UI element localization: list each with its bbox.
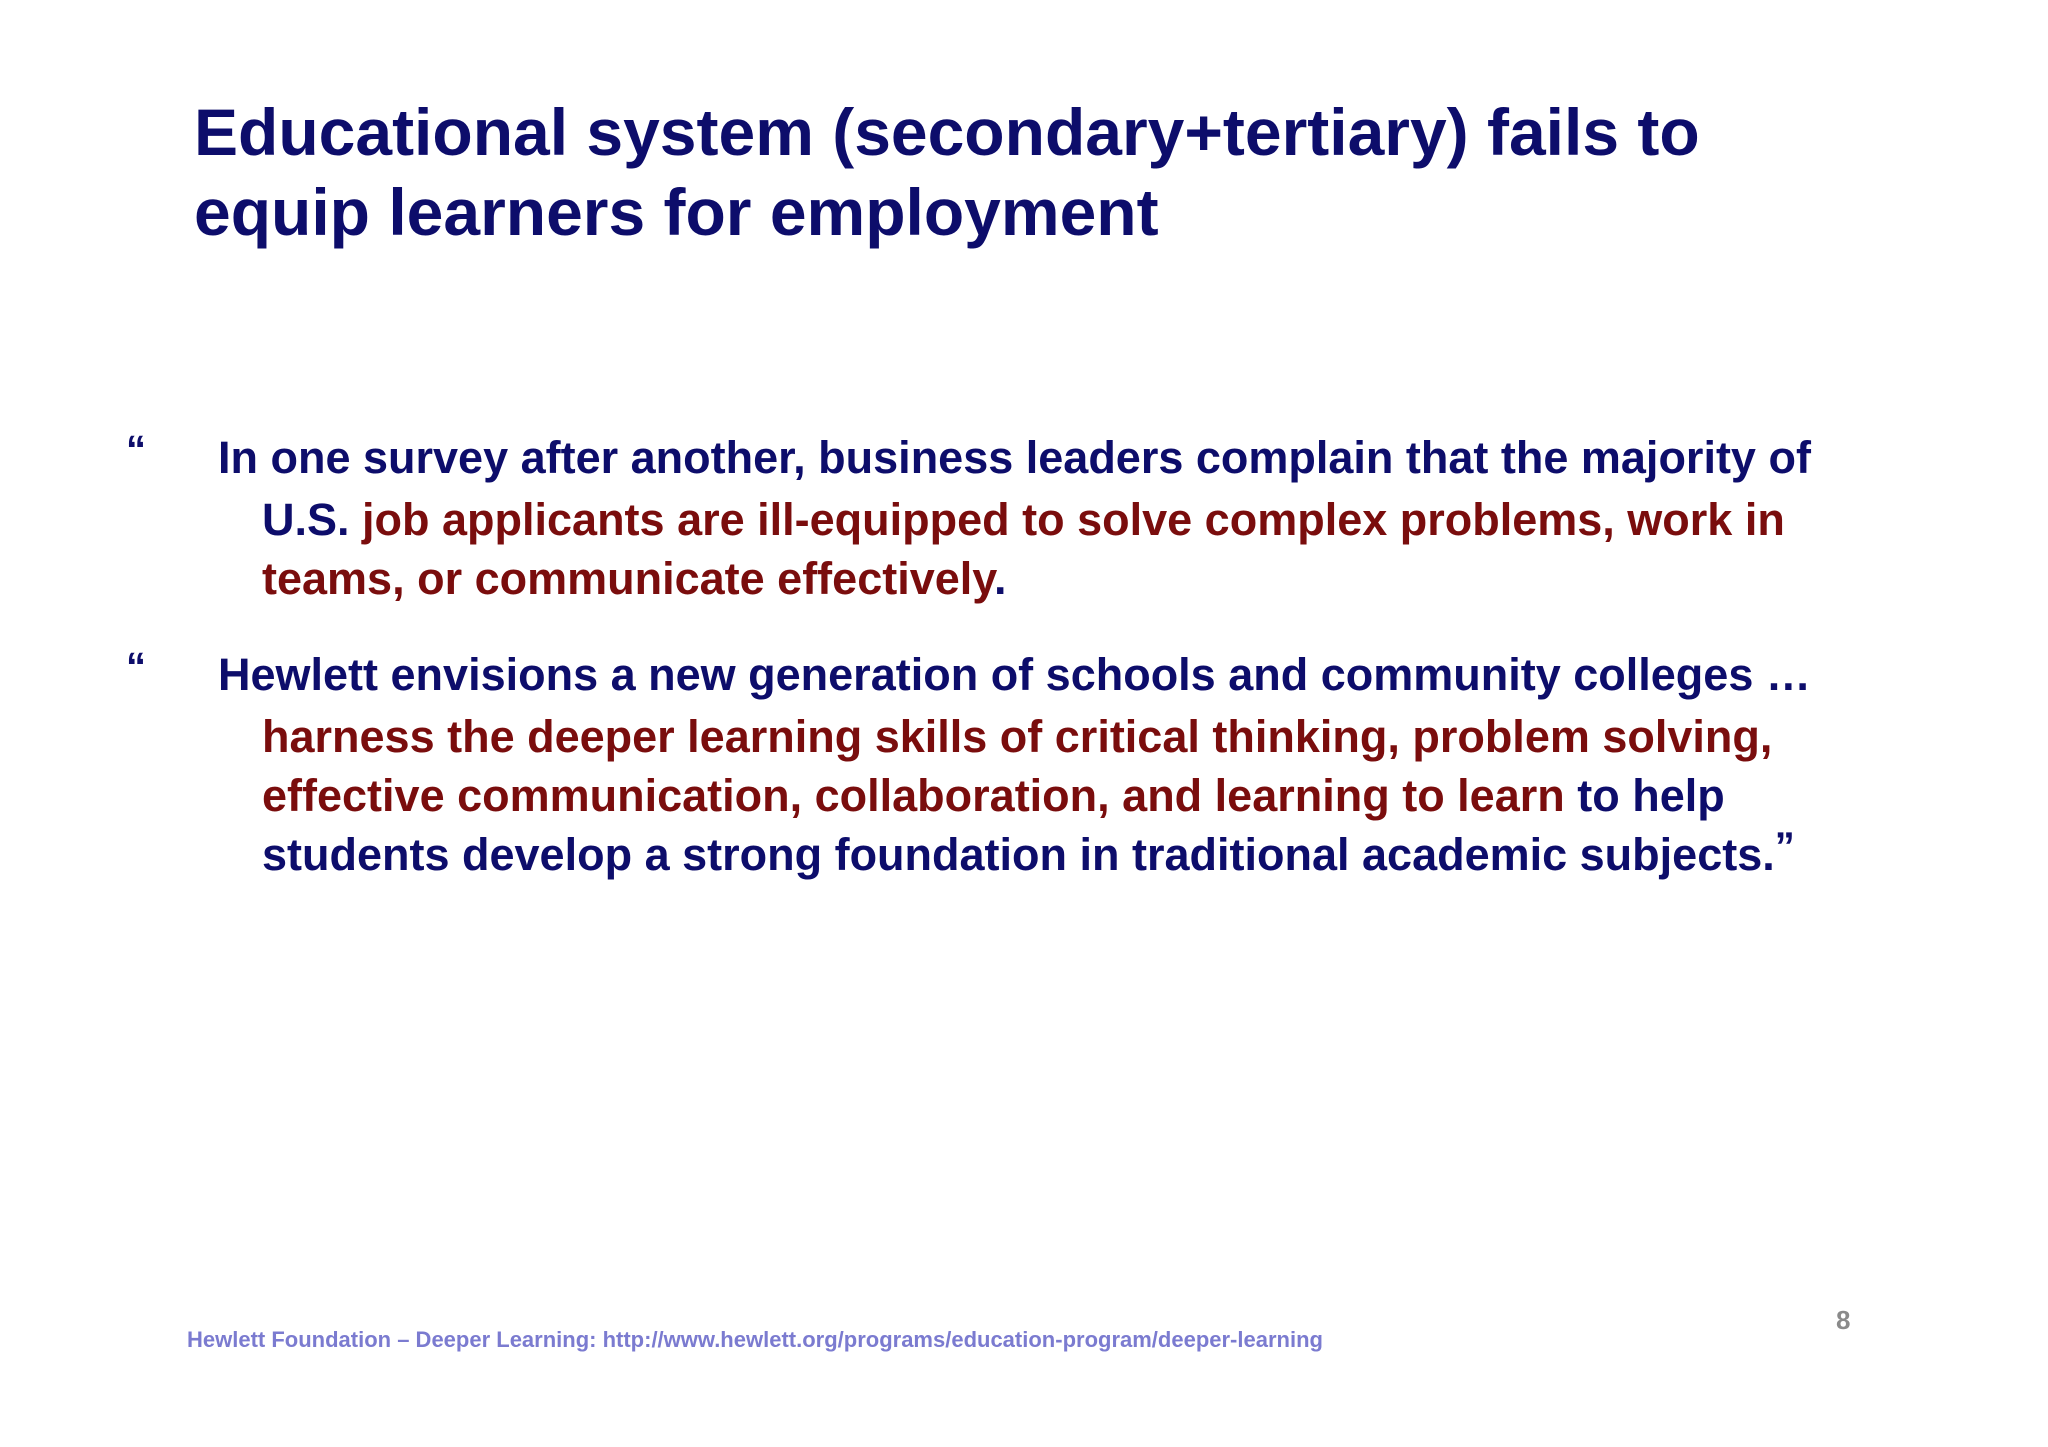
quote-survey-highlight: job applicants are ill-equipped to solve complex problems, work in teams, or communicate effectively bbox=[262, 494, 1785, 604]
quote-hewlett bbox=[126, 645, 1862, 887]
slide-title bbox=[194, 92, 1894, 252]
quote-survey bbox=[126, 428, 1862, 608]
quote-hewlett-text: Hewlett envisions a new generation of schools and community colleges … bbox=[218, 649, 1811, 700]
quote-hewlett-highlight: harness the deeper learning skills of critical thinking, problem solving, effective communication, collaboration, and learning to learn bbox=[262, 711, 1773, 821]
page-number: 8 bbox=[1836, 1305, 1851, 1335]
close-quote-mark: ” bbox=[1774, 825, 1795, 869]
open-quote-mark: “ bbox=[126, 645, 146, 689]
quote-survey-text: In one survey after another, business leaders complain that the majority of U.S. bbox=[218, 432, 1811, 545]
quote-survey-end: . bbox=[993, 553, 1007, 604]
source-citation: Hewlett Foundation – Deeper Learning: http://www.hewlett.org/programs/education-program/deeper-learning bbox=[187, 1327, 1323, 1352]
slide-title-line-2: equip learners for employment bbox=[194, 175, 1159, 249]
slide-title-line-1: Educational system (secondary+tertiary) fails to bbox=[194, 95, 1700, 169]
open-quote-mark: “ bbox=[126, 428, 146, 472]
quote-hewlett-end: to help students develop a strong foundation in traditional academic subjects. bbox=[262, 770, 1775, 880]
